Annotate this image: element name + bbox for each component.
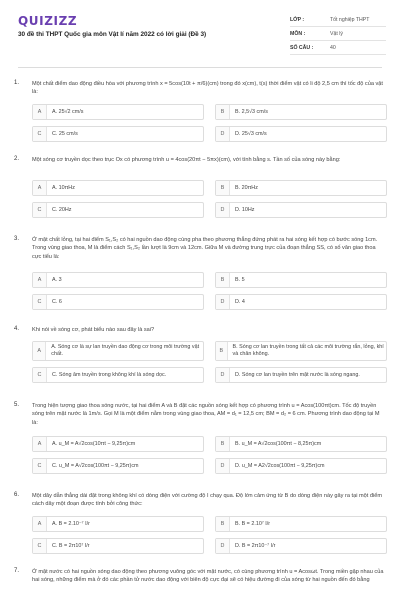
option-a[interactable]: [32, 272, 204, 288]
option-text: B. u_M = A√2cos(100πt − 8,25π)cm: [235, 440, 322, 447]
question-number: 2.: [14, 156, 20, 162]
option-text: B. 2,5√3 cm/s: [235, 108, 268, 115]
meta-row-count: [290, 41, 386, 55]
option-letter: D: [216, 459, 230, 473]
meta-value: Tốt nghiệp THPT: [330, 16, 370, 23]
question-number: 3.: [14, 236, 20, 242]
option-text: A. 25√2 cm/s: [52, 108, 84, 115]
option-d[interactable]: [215, 538, 387, 554]
option-c[interactable]: [32, 367, 204, 383]
meta-value: 40: [330, 44, 336, 51]
option-text: C. 20Hz: [52, 206, 72, 213]
option-text: D. 25√3 cm/s: [235, 130, 267, 137]
option-letter: D: [216, 539, 230, 553]
option-b[interactable]: [215, 341, 387, 361]
question-number: 4.: [14, 326, 20, 332]
option-c[interactable]: [32, 126, 204, 142]
option-letter: A: [33, 342, 46, 360]
option-letter: C: [33, 368, 47, 382]
meta-key: LỚP :: [290, 16, 305, 23]
option-d[interactable]: [215, 202, 387, 218]
option-letter: D: [216, 295, 230, 309]
question-number: 7.: [14, 568, 20, 574]
question-text: Ở mặt chất lỏng, tại hai điểm S₁,S₂ có hai nguồn dao động cùng pha theo phương thẳng đứng phát ra hai sóng kết hợp có bước sóng 1cm. Trong vùng giao thoa, M là điểm cách S₁,S₂ lần lượt là 9cm và 12cm. Giữa M và đường trung trực của đoạn thẳng SS, có số vân giao thoa cực tiểu là:: [32, 237, 378, 260]
question-text: Ở mặt nước có hai nguồn sóng dao động theo phương vuông góc với mặt nước, có cùng phương trình u = Acosωt. Trong miền gặp nhau của hai sóng, những điểm mà ở đó các phần tử nước dao động với biên độ cực đại sẽ có hiệu đường đi của sóng từ hai nguồn đến đó bằng: [32, 569, 384, 584]
option-b[interactable]: [215, 516, 387, 532]
option-text: B. Sóng cơ lan truyền trong tất cả các môi trường rắn, lỏng, khí và chân không.: [232, 344, 384, 357]
question-text: Trong hiện tượng giao thoa sóng nước, tại hai điểm A và B đặt các nguồn sóng kết hợp có phương trình u = Acos(100πt)cm. Tốc độ truyền sóng trên mặt nước là 1m/s. Gọi M là một điểm nằm trong vùng giao thoa, AM = d₁ = 12,5 cm; BM = d₂ = 6 cm. Phương trình dao động tại M là:: [32, 403, 380, 426]
option-letter: C: [33, 127, 47, 141]
option-d[interactable]: [215, 126, 387, 142]
document-title: 30 đề thi THPT Quốc gia môn Vật lí năm 2022 có lời giải (Đề 3): [18, 31, 207, 38]
option-text: A. 10πHz: [52, 184, 75, 191]
option-text: C. 25 cm/s: [52, 130, 78, 137]
option-d[interactable]: [215, 458, 387, 474]
question-text: Một chất điểm dao động điều hòa với phương trình x = 5cos(10t + π/6)(cm) trong đó x(cm), t(s) thời điểm vật có li độ 2,5 cm thì tốc độ của vật là:: [32, 81, 383, 96]
meta-key: MÔN :: [290, 30, 306, 37]
option-text: B. 5: [235, 276, 245, 283]
option-a[interactable]: [32, 516, 204, 532]
question-text: Một dây dẫn thẳng dài đặt trong không khí có dòng điện với cường độ I chạy qua. Độ lớn cảm ứng từ B do dòng điện này gây ra tại một điểm cách dây một đoạn được tính bởi công thức:: [32, 493, 382, 508]
option-text: A. Sóng cơ là sự lan truyền dao động cơ trong môi trường vật chất.: [51, 344, 200, 357]
option-a[interactable]: [32, 436, 204, 452]
question-number: 6.: [14, 492, 20, 498]
question-text: Khi nói về sóng cơ, phát biểu nào sau đây là sai?: [32, 327, 155, 333]
option-text: B. 20πHz: [235, 184, 258, 191]
option-text: C. 6: [52, 298, 62, 305]
option-text: A. u_M = A√2cos(10πt − 9,25π)cm: [52, 440, 136, 447]
question-5: [14, 402, 386, 482]
question-text: Một sóng cơ truyền dọc theo trục Ox có phương trình u = 4cos(20πt − 5πx)(cm), với tính bằng s. Tần số của sóng này bằng:: [32, 157, 341, 163]
question-6: [14, 492, 386, 562]
option-a[interactable]: [32, 341, 204, 361]
option-letter: C: [33, 295, 47, 309]
meta-key: SỐ CÂU :: [290, 44, 314, 51]
option-text: D. 4: [235, 298, 245, 305]
option-letter: B: [216, 517, 230, 531]
option-letter: A: [33, 273, 47, 287]
meta-value: Vật lý: [330, 30, 343, 37]
option-letter: B: [216, 273, 230, 287]
meta-row-subject: [290, 27, 386, 41]
option-letter: D: [216, 203, 230, 217]
option-b[interactable]: [215, 104, 387, 120]
option-a[interactable]: [32, 104, 204, 120]
option-c[interactable]: [32, 202, 204, 218]
option-b[interactable]: [215, 180, 387, 196]
option-letter: B: [216, 437, 230, 451]
question-4: [14, 326, 386, 390]
meta-table: [290, 13, 386, 55]
option-text: C. u_M = A√2cos(100πt − 9,25π)cm: [52, 462, 139, 469]
question-number: 5.: [14, 402, 20, 408]
page-header: [0, 0, 400, 60]
option-b[interactable]: [215, 436, 387, 452]
option-letter: A: [33, 437, 47, 451]
option-text: D. 10Hz: [235, 206, 255, 213]
option-text: A. B = 2.10⁻⁷ I/r: [52, 520, 90, 527]
option-text: B. B = 2.10⁷ I/r: [235, 520, 271, 527]
option-letter: A: [33, 105, 47, 119]
option-letter: C: [33, 203, 47, 217]
option-a[interactable]: [32, 180, 204, 196]
option-letter: B: [216, 181, 230, 195]
question-1: [14, 80, 386, 140]
option-d[interactable]: [215, 367, 387, 383]
quizizz-logo: QUIZIZZ: [18, 14, 78, 28]
option-c[interactable]: [32, 294, 204, 310]
question-3: [14, 236, 386, 316]
option-text: A. 3: [52, 276, 62, 283]
option-d[interactable]: [215, 294, 387, 310]
option-letter: A: [33, 517, 47, 531]
option-text: C. B = 2π10⁷ I/r: [52, 542, 90, 549]
option-c[interactable]: [32, 458, 204, 474]
question-7: [14, 568, 386, 598]
option-b[interactable]: [215, 272, 387, 288]
option-text: C. Sóng âm truyền trong không khí là sóng dọc.: [52, 371, 167, 378]
option-text: D. u_M = A2√2cos(100πt − 9,25π)cm: [235, 462, 325, 469]
option-letter: D: [216, 127, 230, 141]
option-letter: B: [216, 105, 230, 119]
question-number: 1.: [14, 80, 20, 86]
header-divider: [18, 67, 382, 68]
question-2: [14, 156, 386, 226]
meta-row-class: [290, 13, 386, 27]
option-letter: B: [216, 342, 228, 360]
option-letter: A: [33, 181, 47, 195]
option-text: D. B = 2π10⁻⁷ I/r: [235, 542, 276, 549]
option-letter: C: [33, 459, 47, 473]
option-letter: C: [33, 539, 47, 553]
option-c[interactable]: [32, 538, 204, 554]
option-text: D. Sóng cơ lan truyền trên mặt nước là sóng ngang.: [235, 371, 360, 378]
option-letter: D: [216, 368, 230, 382]
